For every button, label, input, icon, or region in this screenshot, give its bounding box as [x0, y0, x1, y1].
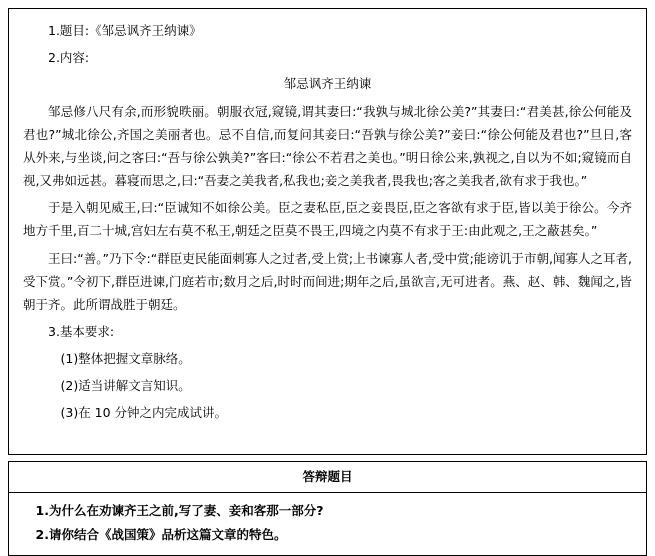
- content-line: 2.内容:: [48, 50, 90, 66]
- requirement-3: (3)在 10 分钟之内完成试讲。: [60, 405, 228, 421]
- answer-question-2: 2.请你结合《战国策》品析这篇文章的特色。: [35, 526, 287, 542]
- answer-box-header: 答辩题目: [9, 462, 646, 493]
- article-para-2: 于是入朝见威王,曰:“臣诚知不如徐公美。臣之妻私臣,臣之妾畏臣,臣之客欲有求于臣,皆以美于徐公。今齐地方千里,百二十城,宫妇左右莫不私王,朝廷之臣莫不畏王,四境之内莫不有求于王:由此观之,王之蔽甚矣。”: [23, 200, 632, 239]
- requirement-1: (1)整体把握文章脉络。: [60, 351, 191, 366]
- article-para-3: 王曰:“善。”乃下令:“群臣吏民能面刺寡人之过者,受上赏;上书谏寡人者,受中赏;能谤讥于市朝,闻寡人之耳者,受下赏。”令初下,群臣进谏,门庭若市;数月之后,时时而间进;期年之后,虽欲言,无可进者。燕、赵、韩、魏闻之,皆朝于齐。此所谓战胜于朝廷。: [23, 250, 632, 312]
- answer-box-body: [9, 493, 646, 555]
- article-para-1: 邹忌修八尺有余,而形貌昳丽。朝服衣冠,窥镜,谓其妻曰:“我孰与城北徐公美?”其妻曰:“君美甚,徐公何能及君也?”城北徐公,齐国之美丽者也。忌不自信,而复问其妾曰:“吾孰与徐公美?”妾曰:“徐公何能及君也?”旦日,客从外来,与坐谈,问之客曰:“吾与徐公孰美?”客曰:“徐公不若君之美也。”明日徐公来,孰视之,自以为不如;窥镜而自视,又弗如远甚。暮寝而思之,曰:“吾妻之美我者,私我也;妾之美我者,畏我也;客之美我者,欲有求于我也。”: [23, 103, 632, 189]
- basic-requirements-line: 3.基本要求:: [48, 323, 115, 339]
- answer-question-box: [8, 461, 647, 556]
- article-title: 邹忌讽齐王纳谏: [283, 76, 372, 92]
- topic-line: 1.题目:《邹忌讽齐王纳谏》: [48, 23, 202, 38]
- requirement-2: (2)适当讲解文言知识。: [60, 378, 191, 394]
- question-content-box: [8, 8, 647, 455]
- answer-question-1: 1.为什么在劝谏齐王之前,写了妻、妾和客那一部分?: [35, 503, 324, 518]
